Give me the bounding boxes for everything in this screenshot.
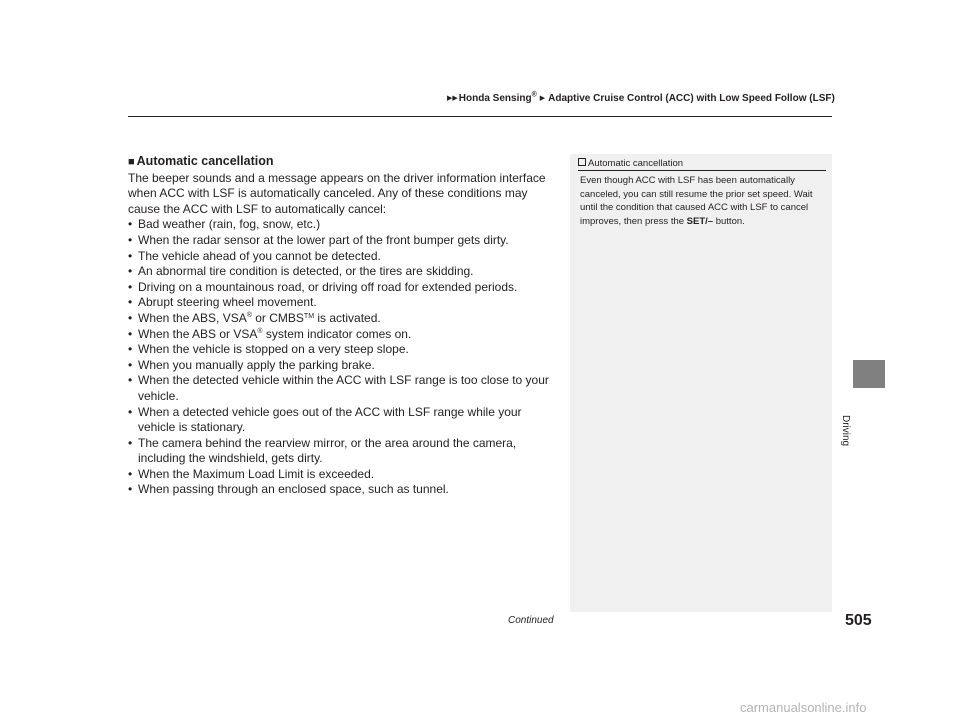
note-title-text: Automatic cancellation <box>588 158 684 169</box>
list-item: • Bad weather (rain, fog, snow, etc.) <box>128 217 553 233</box>
header-divider <box>128 116 832 117</box>
list-item-text: is activated. <box>314 310 381 325</box>
note-sidebar <box>570 154 832 612</box>
note-text-body: Even though ACC with LSF has been automatically canceled, you can still resume the prior set speed. Wait until the condition that caused ACC with LSF to cancel improves, then press the <box>580 175 813 227</box>
breadcrumb-section: Honda Sensing <box>458 93 532 104</box>
list-item-text: system indicator comes on. <box>262 326 412 341</box>
list-item: • When a detected vehicle goes out of the ACC with LSF range while your vehicle is stationary. <box>128 405 553 436</box>
main-content <box>128 154 553 498</box>
registered-mark: ® <box>531 91 537 99</box>
note-text <box>580 174 824 228</box>
section-heading <box>128 154 553 171</box>
page-number: 505 <box>845 612 872 629</box>
intro-paragraph: The beeper sounds and a message appears on the driver information interface when ACC with LSF is automatically canceled. Any of these conditions may cause the ACC with LSF to automatically cancel: <box>128 170 546 216</box>
note-divider <box>578 170 826 171</box>
list-item: • When the Maximum Load Limit is exceeded. <box>128 467 553 483</box>
set-button-label: SET/– <box>686 215 714 227</box>
note-title <box>578 158 683 169</box>
breadcrumb-arrow-icon: ▶▶ <box>447 95 458 102</box>
chapter-tab <box>853 360 885 388</box>
section-heading-text: Automatic cancellation <box>136 154 274 168</box>
continued-label: Continued <box>508 615 554 626</box>
note-square-icon <box>578 158 586 166</box>
list-item: • Abrupt steering wheel movement. <box>128 295 553 311</box>
list-item: • An abnormal tire condition is detected, or the tires are skidding. <box>128 264 553 280</box>
list-item <box>128 327 553 343</box>
note-text-end: button. <box>713 215 745 227</box>
list-item: • Driving on a mountainous road, or driving off road for extended periods. <box>128 280 553 296</box>
registered-mark: ® <box>257 327 263 335</box>
trademark-mark: TM <box>303 312 315 320</box>
list-item: • When the vehicle is stopped on a very steep slope. <box>128 342 553 358</box>
list-item <box>128 311 553 327</box>
conditions-list <box>128 217 553 498</box>
list-item-text: When the ABS, VSA <box>138 310 247 325</box>
breadcrumb-arrow-icon: ▶ <box>539 95 546 102</box>
registered-mark: ® <box>246 311 252 319</box>
list-item-text: When the ABS or VSA <box>138 326 258 341</box>
section-square-icon: ■ <box>128 156 135 168</box>
list-item: • When passing through an enclosed space, such as tunnel. <box>128 482 553 498</box>
breadcrumb-page: Adaptive Cruise Control (ACC) with Low Speed Follow (LSF) <box>548 93 835 104</box>
list-item: • When the detected vehicle within the ACC with LSF range is too close to your vehicle. <box>128 373 553 404</box>
list-item: • When you manually apply the parking brake. <box>128 358 553 374</box>
list-item: • The camera behind the rearview mirror, or the area around the camera, including the windshield, gets dirty. <box>128 436 553 467</box>
breadcrumb <box>447 93 835 104</box>
chapter-label: Driving <box>840 415 851 447</box>
list-item-text: or CMBS <box>251 310 304 325</box>
watermark: carmanualsonline.info <box>740 700 867 715</box>
list-item: • The vehicle ahead of you cannot be detected. <box>128 249 553 265</box>
list-item: • When the radar sensor at the lower part of the front bumper gets dirty. <box>128 233 553 249</box>
